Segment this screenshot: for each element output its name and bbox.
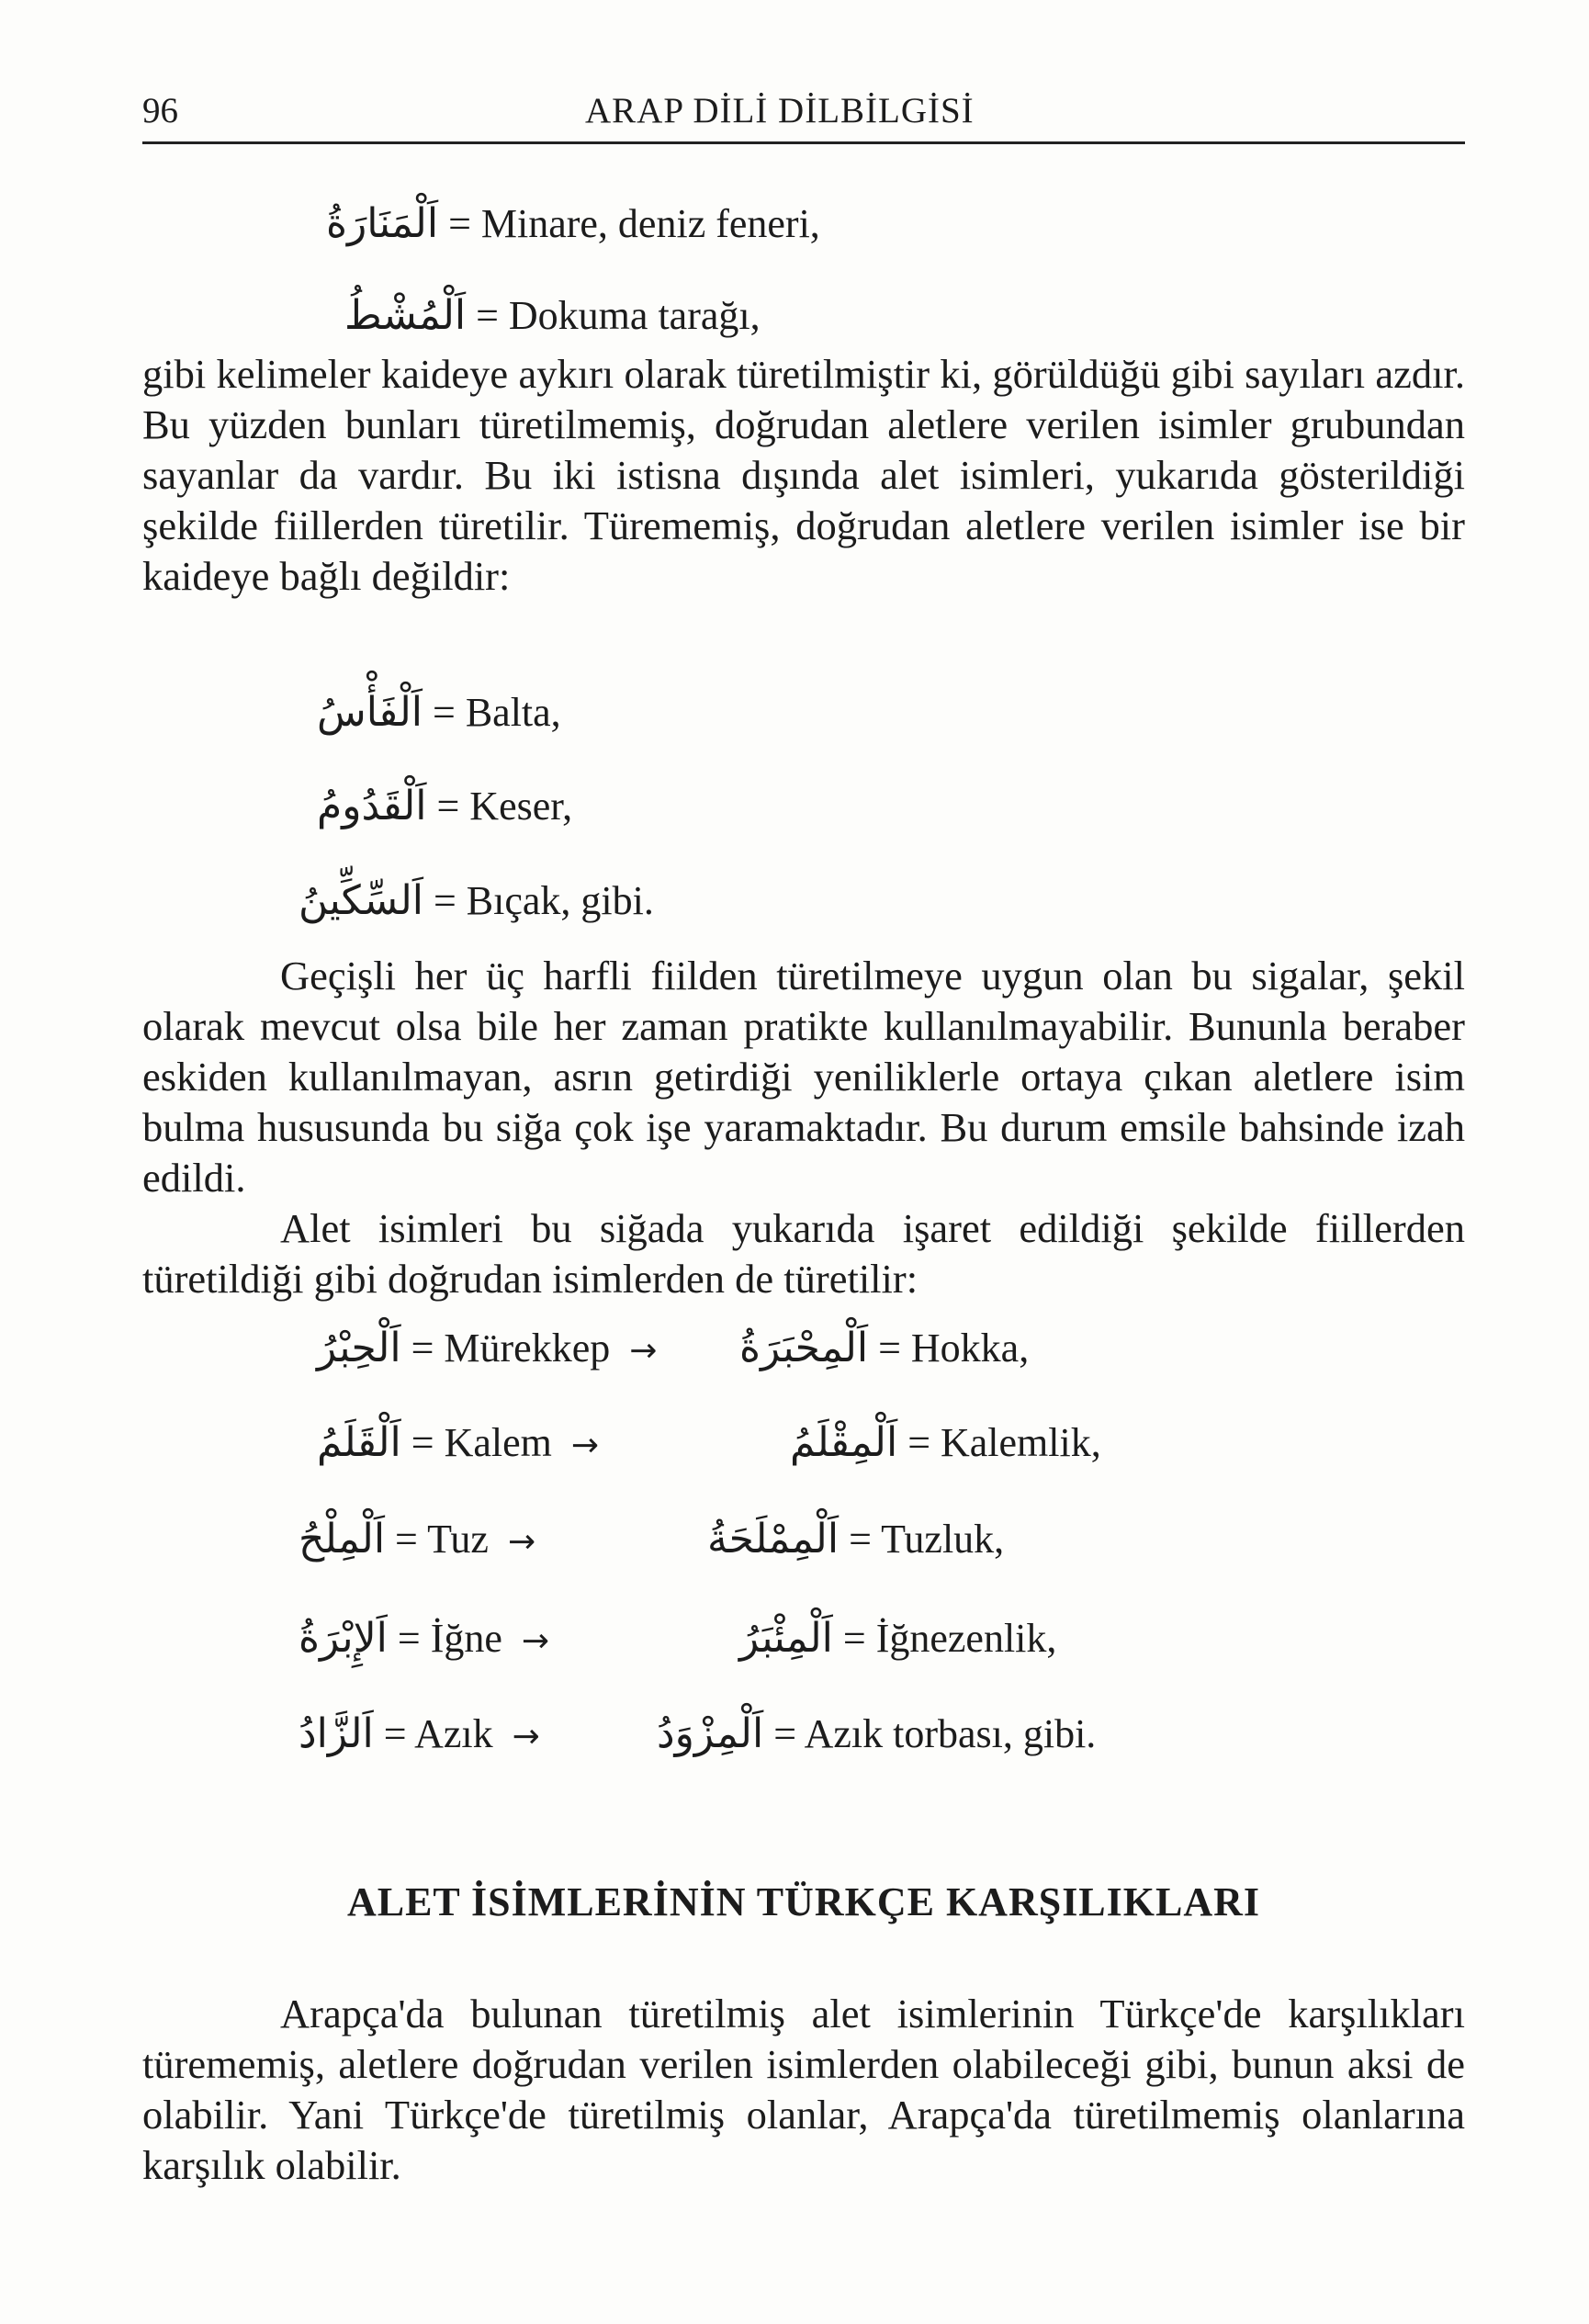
derivation-result <box>790 1419 1101 1466</box>
term-meaning: = Tuzluk, <box>849 1517 1005 1562</box>
derivation-result <box>707 1516 1004 1562</box>
arabic-term: اَلسِّكِّينُ <box>299 877 423 924</box>
derivation-result <box>657 1710 1096 1757</box>
example-balta <box>317 689 561 736</box>
term-meaning: = Mürekkep <box>411 1326 611 1371</box>
term-meaning: = Tuz <box>395 1517 489 1562</box>
term-meaning: = Dokuma tarağı, <box>476 293 761 338</box>
derivation-base <box>317 1419 599 1466</box>
arabic-term: اَلْمِزْوَدُ <box>657 1710 764 1757</box>
term-meaning: = Kalemlik, <box>907 1420 1101 1465</box>
page-number: 96 <box>142 91 178 130</box>
arrow-icon: → <box>512 1718 540 1755</box>
arrow-icon: → <box>629 1332 658 1370</box>
arabic-term: اَلزَّادُ <box>299 1710 374 1757</box>
derivation-base <box>299 1516 535 1562</box>
page-header <box>142 90 1465 144</box>
paragraph: Geçişli her üç harfli fiilden türetilmeye uygun olan bu sigalar, şekil olarak mevcut olsa bile her zaman pratikte kullanılmayabilir. Bununla beraber eskiden kullanılmayan, asrın getirdiği yeniliklerle ortaya çıkan aletlere isim bulma hususunda bu siğa çok işe yaramaktadır. Bu durum emsile bahsinde izah edildi. <box>142 953 1465 1201</box>
running-title: ARAP DİLİ DİLBİLGİSİ <box>585 91 975 130</box>
example-minare <box>326 200 820 247</box>
arabic-term: اَلْمِلْحُ <box>299 1516 386 1562</box>
arabic-term: اَلْمِقْلَمُ <box>790 1419 898 1466</box>
derivation-result <box>739 1325 1029 1371</box>
example-dokuma-taragi <box>344 292 761 339</box>
derivation-base <box>299 1615 549 1662</box>
arabic-term: اَلْمِئْبَرُ <box>739 1615 833 1662</box>
derivation-result <box>739 1615 1056 1662</box>
paragraph: gibi kelimeler kaideye aykırı olarak türetilmiştir ki, görüldüğü gibi sayıları azdır. Bu yüzden bunları türetilmemiş, doğrudan aletlere verilen isimler grubundan sayanlar da vardır. Bu iki istisna dışında alet isimleri, yukarıda gösterildiği şekilde fiillerden türetilir. Türememiş, doğrudan aletlere verilen isimler ise bir kaideye bağlı değildir: <box>142 351 1465 599</box>
term-meaning: = İğne <box>397 1616 502 1661</box>
arabic-term: اَلْمَنَارَةُ <box>326 200 439 247</box>
arabic-term: اَلْمُشْطُ <box>344 292 467 339</box>
term-meaning: = Bıçak, gibi. <box>433 878 654 923</box>
term-meaning: = Minare, deniz feneri, <box>448 201 820 246</box>
arabic-term: اَلإِبْرَةُ <box>299 1615 388 1662</box>
derivation-base <box>299 1710 540 1757</box>
term-meaning: = Kalem <box>411 1420 552 1465</box>
derivation-base <box>317 1325 657 1371</box>
arabic-term: اَلْقَلَمُ <box>317 1419 401 1466</box>
arabic-term: اَلْمِحْبَرَةُ <box>739 1325 869 1371</box>
term-meaning: = Balta, <box>433 690 561 735</box>
term-meaning: = İğnezenlik, <box>842 1616 1057 1661</box>
section-heading: ALET İSİMLERİNİN TÜRKÇE KARŞILIKLARI <box>346 1879 1261 1924</box>
term-meaning: = Azık <box>383 1711 493 1756</box>
example-bicak <box>299 877 654 924</box>
arrow-icon: → <box>521 1622 550 1660</box>
arabic-term: اَلْقَدُومُ <box>317 783 427 829</box>
paragraph: Alet isimleri bu siğada yukarıda işaret edildiği şekilde fiillerden türetildiği gibi doğrudan isimlerden de türetilir: <box>142 1205 1465 1302</box>
arrow-icon: → <box>570 1427 600 1464</box>
arabic-term: اَلْحِبْرُ <box>317 1325 401 1371</box>
arabic-term: اَلْفَأْسُ <box>317 689 423 736</box>
arrow-icon: → <box>507 1523 536 1561</box>
term-meaning: = Azık torbası, gibi. <box>773 1711 1097 1756</box>
paragraph: Arapça'da bulunan türetilmiş alet isimlerinin Türkçe'de karşılıkları türememiş, aletlere doğrudan verilen isimlerden olabileceği gibi, bunun aksi de olabilir. Yani Türkçe'de türetilmiş olanlar, Arapça'da türetilmemiş olanlarına karşılık olabilir. <box>142 1991 1465 2188</box>
example-keser <box>317 783 572 829</box>
arabic-term: اَلْمِمْلَحَةُ <box>707 1516 840 1562</box>
term-meaning: = Keser, <box>436 784 573 829</box>
term-meaning: = Hokka, <box>878 1326 1030 1371</box>
